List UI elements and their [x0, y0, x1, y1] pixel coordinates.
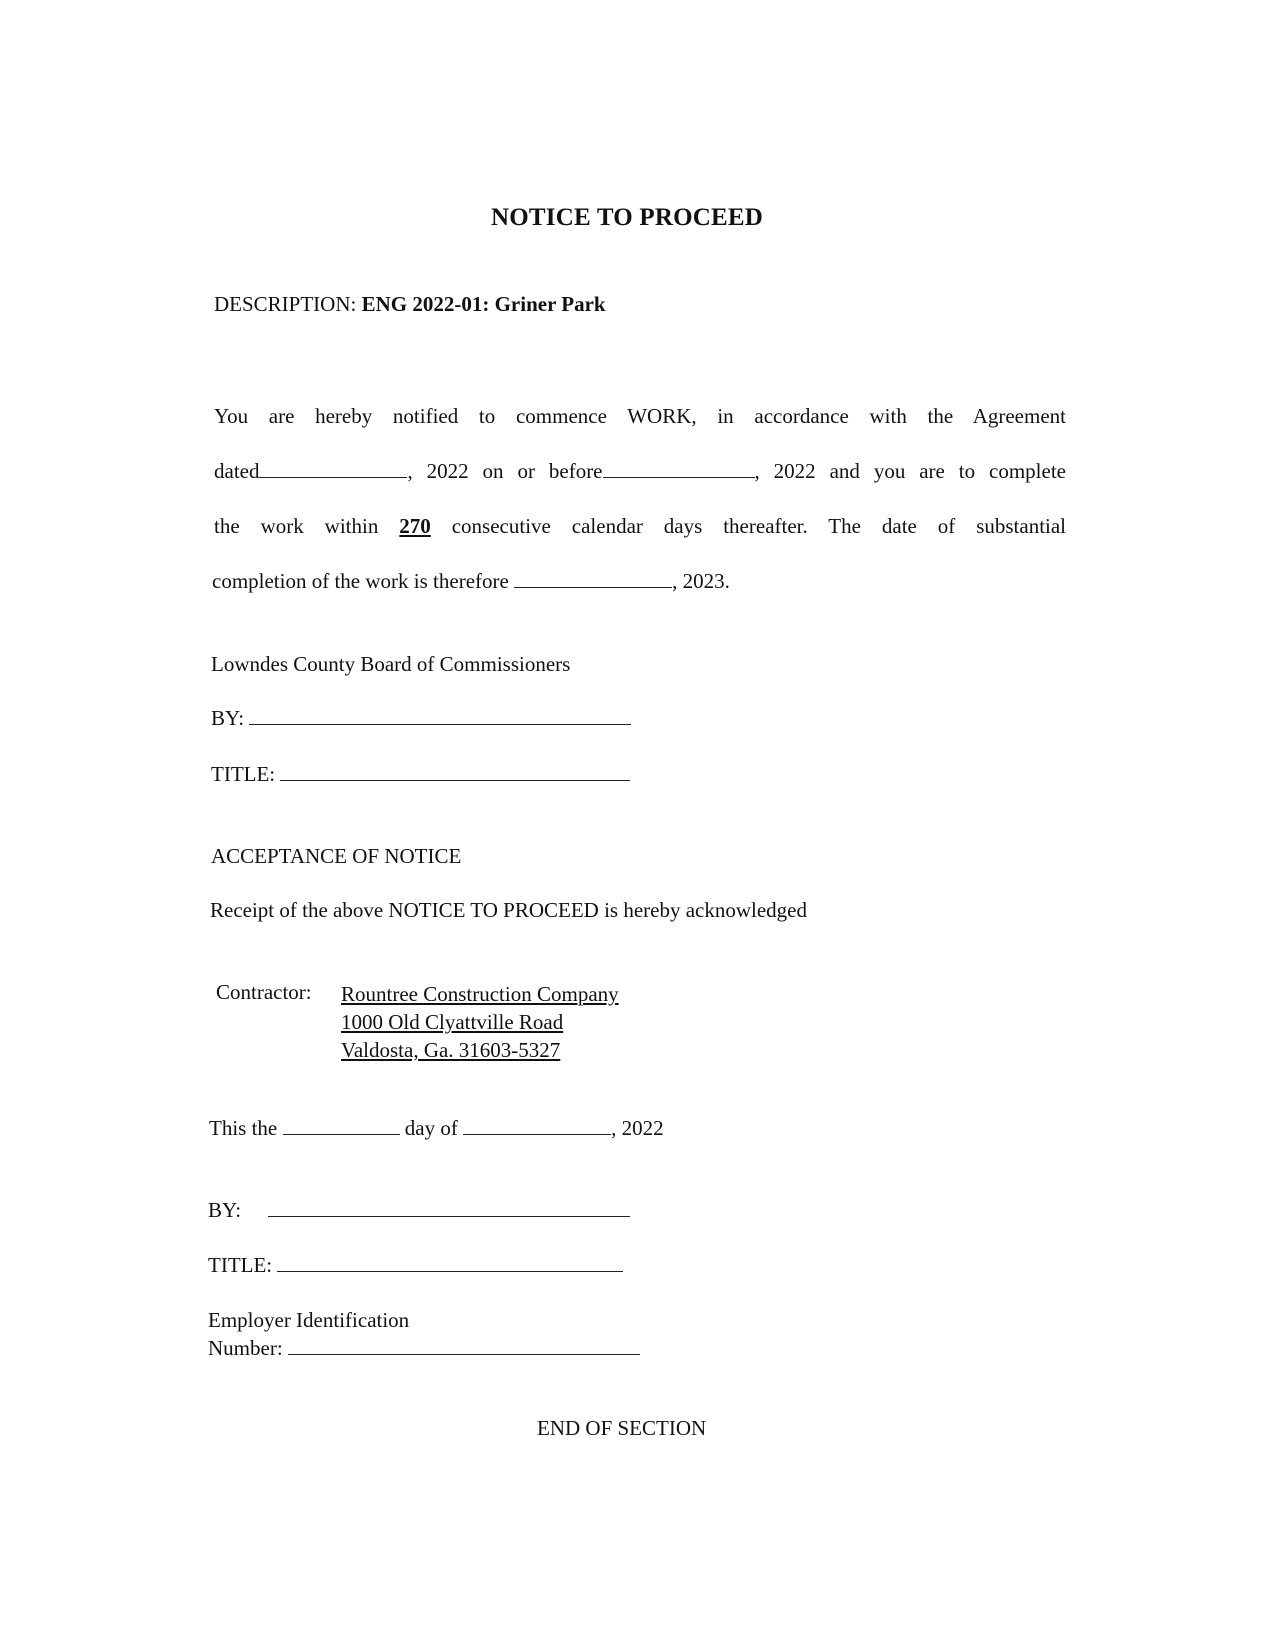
agreement-date-field[interactable]: [259, 476, 407, 478]
acceptance-date-line: This the day of , 2022: [209, 1116, 664, 1140]
receipt-text: Receipt of the above NOTICE TO PROCEED is hereby acknowledged: [210, 898, 808, 922]
end-of-section: END OF SECTION: [537, 1416, 707, 1440]
paragraph-line-2: dated , 2022 on or before , 2022 and you are to complete: [214, 459, 1066, 483]
owner-by-line: BY:: [211, 706, 631, 731]
paragraph-line-3: the work within 270 consecutive calendar days thereafter. The date of substantial: [214, 514, 1067, 538]
owner-name: Lowndes County Board of Commissioners: [211, 652, 571, 676]
page-title: NOTICE TO PROCEED: [491, 204, 763, 231]
completion-date-field[interactable]: [514, 586, 672, 588]
owner-title-field[interactable]: [280, 779, 630, 781]
paragraph-line-1: You are hereby notified to commence WORK, in accordance with the Agreement: [214, 404, 1066, 428]
owner-signature-field[interactable]: [249, 723, 631, 725]
commence-date-field[interactable]: [603, 476, 755, 478]
contractor-signature-field[interactable]: [268, 1215, 630, 1217]
contractor-label: Contractor:: [216, 980, 312, 1004]
contractor-street: 1000 Old Clyattville Road: [341, 1010, 564, 1034]
contractor-address: [341, 980, 619, 1064]
contractor-title-field[interactable]: [277, 1270, 623, 1272]
ein-label-line2: Number:: [208, 1334, 640, 1362]
contractor-by-line: BY:: [208, 1198, 630, 1223]
acceptance-day-field[interactable]: [283, 1133, 400, 1135]
ein-block: [208, 1306, 640, 1362]
contractor-name: Rountree Construction Company: [341, 982, 619, 1006]
paragraph-line-4: completion of the work is therefore , 2023.: [212, 569, 730, 593]
ein-field[interactable]: [288, 1353, 640, 1355]
owner-title-line: TITLE:: [211, 762, 630, 787]
contractor-city: Valdosta, Ga. 31603-5327: [341, 1038, 561, 1062]
description-label: DESCRIPTION:: [214, 292, 357, 316]
contract-days: 270: [399, 514, 431, 538]
contractor-title-line: TITLE:: [208, 1253, 623, 1278]
description-value: ENG 2022-01: Griner Park: [361, 292, 606, 316]
description-line: [214, 292, 606, 317]
acceptance-heading: ACCEPTANCE OF NOTICE: [211, 844, 462, 868]
ein-label-line1: Employer Identification: [208, 1308, 410, 1332]
acceptance-month-field[interactable]: [463, 1133, 611, 1135]
